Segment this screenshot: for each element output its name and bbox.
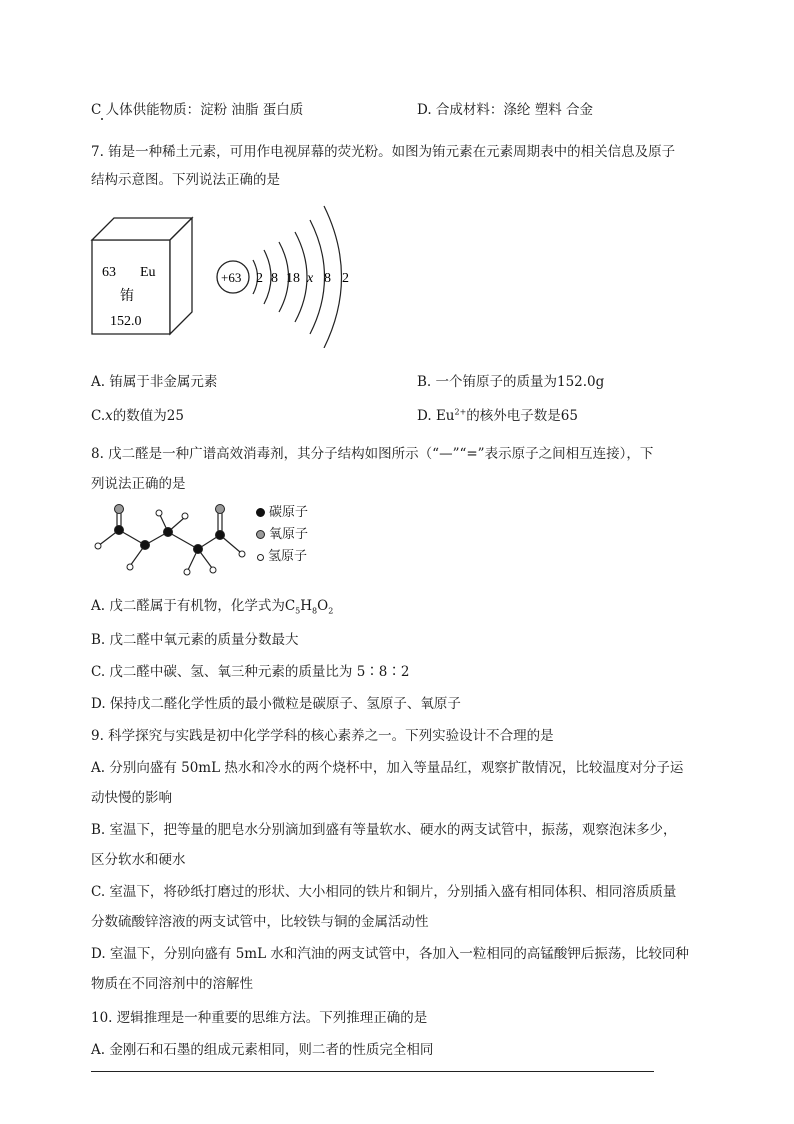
atom-structure (217, 206, 349, 348)
q8-option-c: C. 戊二醛中碳、氢、氧三种元素的质量比为 5∶8∶2 (91, 664, 410, 680)
hydrogen-atom (210, 567, 216, 573)
hydrogen-atom (156, 510, 162, 516)
hydrogen-atom (127, 564, 133, 570)
nuclear-charge: +63 (221, 270, 242, 285)
q9-stem: 9. 科学探究与实践是初中化学学科的核心素养之一。下列实验设计不合理的是 (91, 728, 554, 744)
q6-option-c: C 人体供能物质：淀粉 油脂 蛋白质 (91, 102, 304, 118)
q7-option-a: A. 铕属于非金属元素 (91, 374, 218, 390)
element-cell (92, 218, 192, 334)
q9-option-a-line1: A. 分别向盛有 50mL 热水和冷水的两个烧杯中，加入等量品红，观察扩散情况，比较温度对分子运 (91, 760, 684, 776)
q7-stem-line2: 结构示意图。下列说法正确的是 (91, 172, 280, 188)
oxygen-atom (216, 505, 225, 514)
q7-option-b: B. 一个铕原子的质量为152.0g (417, 374, 605, 390)
q7-stem-line1: 7. 铕是一种稀土元素，可用作电视屏幕的荧光粉。如图为铕元素在元素周期表中的相关信息及原子 (91, 144, 676, 160)
oxygen-atom (115, 505, 124, 514)
shell-electrons-2: 8 (271, 271, 278, 286)
carbon-atom (164, 528, 173, 537)
legend-carbon: 碳原子 (256, 501, 308, 520)
shell-electrons-5: 8 (324, 271, 331, 286)
hydrogen-atom (184, 569, 190, 575)
hydrogen-atom (182, 513, 188, 519)
q9-option-b-line1: B. 室温下，把等量的肥皂水分别滴加到盛有等量软水、硬水的两支试管中，振荡，观察泡沫多少， (91, 822, 677, 838)
carbon-legend-icon (256, 508, 265, 517)
hydrogen-legend-icon (257, 554, 264, 561)
q7-figure (88, 198, 368, 348)
legend-oxygen: 氧原子 (256, 523, 308, 542)
carbon-atom (194, 545, 203, 554)
q10-option-a: A. 金刚石和石墨的组成元素相同，则二者的性质完全相同 (91, 1042, 434, 1058)
q8-option-d: D. 保持戊二醛化学性质的最小微粒是碳原子、氢原子、氧原子 (91, 696, 461, 712)
legend-hydrogen: 氢原子 (256, 545, 307, 564)
q9-option-b-line2: 区分软水和硬水 (91, 852, 186, 868)
atomic-mass: 152.0 (110, 314, 142, 329)
hydrogen-atom (95, 543, 101, 549)
shell-electrons-1: 2 (256, 271, 263, 286)
carbon-atom (115, 526, 124, 535)
q8-stem-line2: 列说法正确的是 (91, 476, 186, 492)
q9-option-d-line2: 物质在不同溶剂中的溶解性 (91, 976, 253, 992)
q9-option-d-line1: D. 室温下，分别向盛有 5mL 水和汽油的两支试管中，各加入一粒相同的高锰酸钾后振荡，比较同种 (91, 946, 689, 962)
q8-stem-line1: 8. 戊二醛是一种广谱高效消毒剂，其分子结构如图所示（“—”“=”表示原子之间相互连接），下 (91, 446, 654, 462)
shell-electrons-4: x (307, 271, 314, 286)
footer-rule (91, 1071, 654, 1072)
element-symbol: Eu (140, 265, 156, 280)
oxygen-legend-icon (256, 530, 265, 539)
carbon-atom (216, 531, 225, 540)
q9-option-c-line2: 分数硫酸锌溶液的两支试管中，比较铁与铜的金属活动性 (91, 914, 429, 930)
element-name: 铕 (120, 288, 134, 304)
q8-option-b: B. 戊二醛中氧元素的质量分数最大 (91, 632, 299, 648)
q10-stem: 10. 逻辑推理是一种重要的思维方法。下列推理正确的是 (91, 1010, 428, 1026)
hydrogen-atom (239, 551, 245, 557)
q7-option-d: D. $Eu^{2+}$的核外电子数是65 (417, 407, 578, 424)
q8-option-a: A. 戊二醛属于有机物，化学式为$C_5H_8O_2$ (91, 598, 334, 616)
q9-option-c-line1: C. 室温下，将砂纸打磨过的形状、大小相同的铁片和铜片，分别插入盛有相同体积、相同溶质质量 (91, 884, 677, 900)
shell-electrons-6: 2 (342, 271, 349, 286)
q6-option-d: D. 合成材料：涤纶 塑料 合金 (417, 102, 594, 118)
carbon-atom (141, 541, 150, 550)
atomic-number: 63 (102, 265, 116, 280)
shell-arc-2 (264, 250, 271, 304)
shell-electrons-3: 18 (286, 271, 300, 286)
molecule-diagram (90, 500, 250, 580)
q9-option-a-line2: 动快慢的影响 (91, 790, 172, 806)
q7-option-c: C.x的数值为25 (91, 408, 184, 424)
emphasis-dot (101, 118, 103, 120)
